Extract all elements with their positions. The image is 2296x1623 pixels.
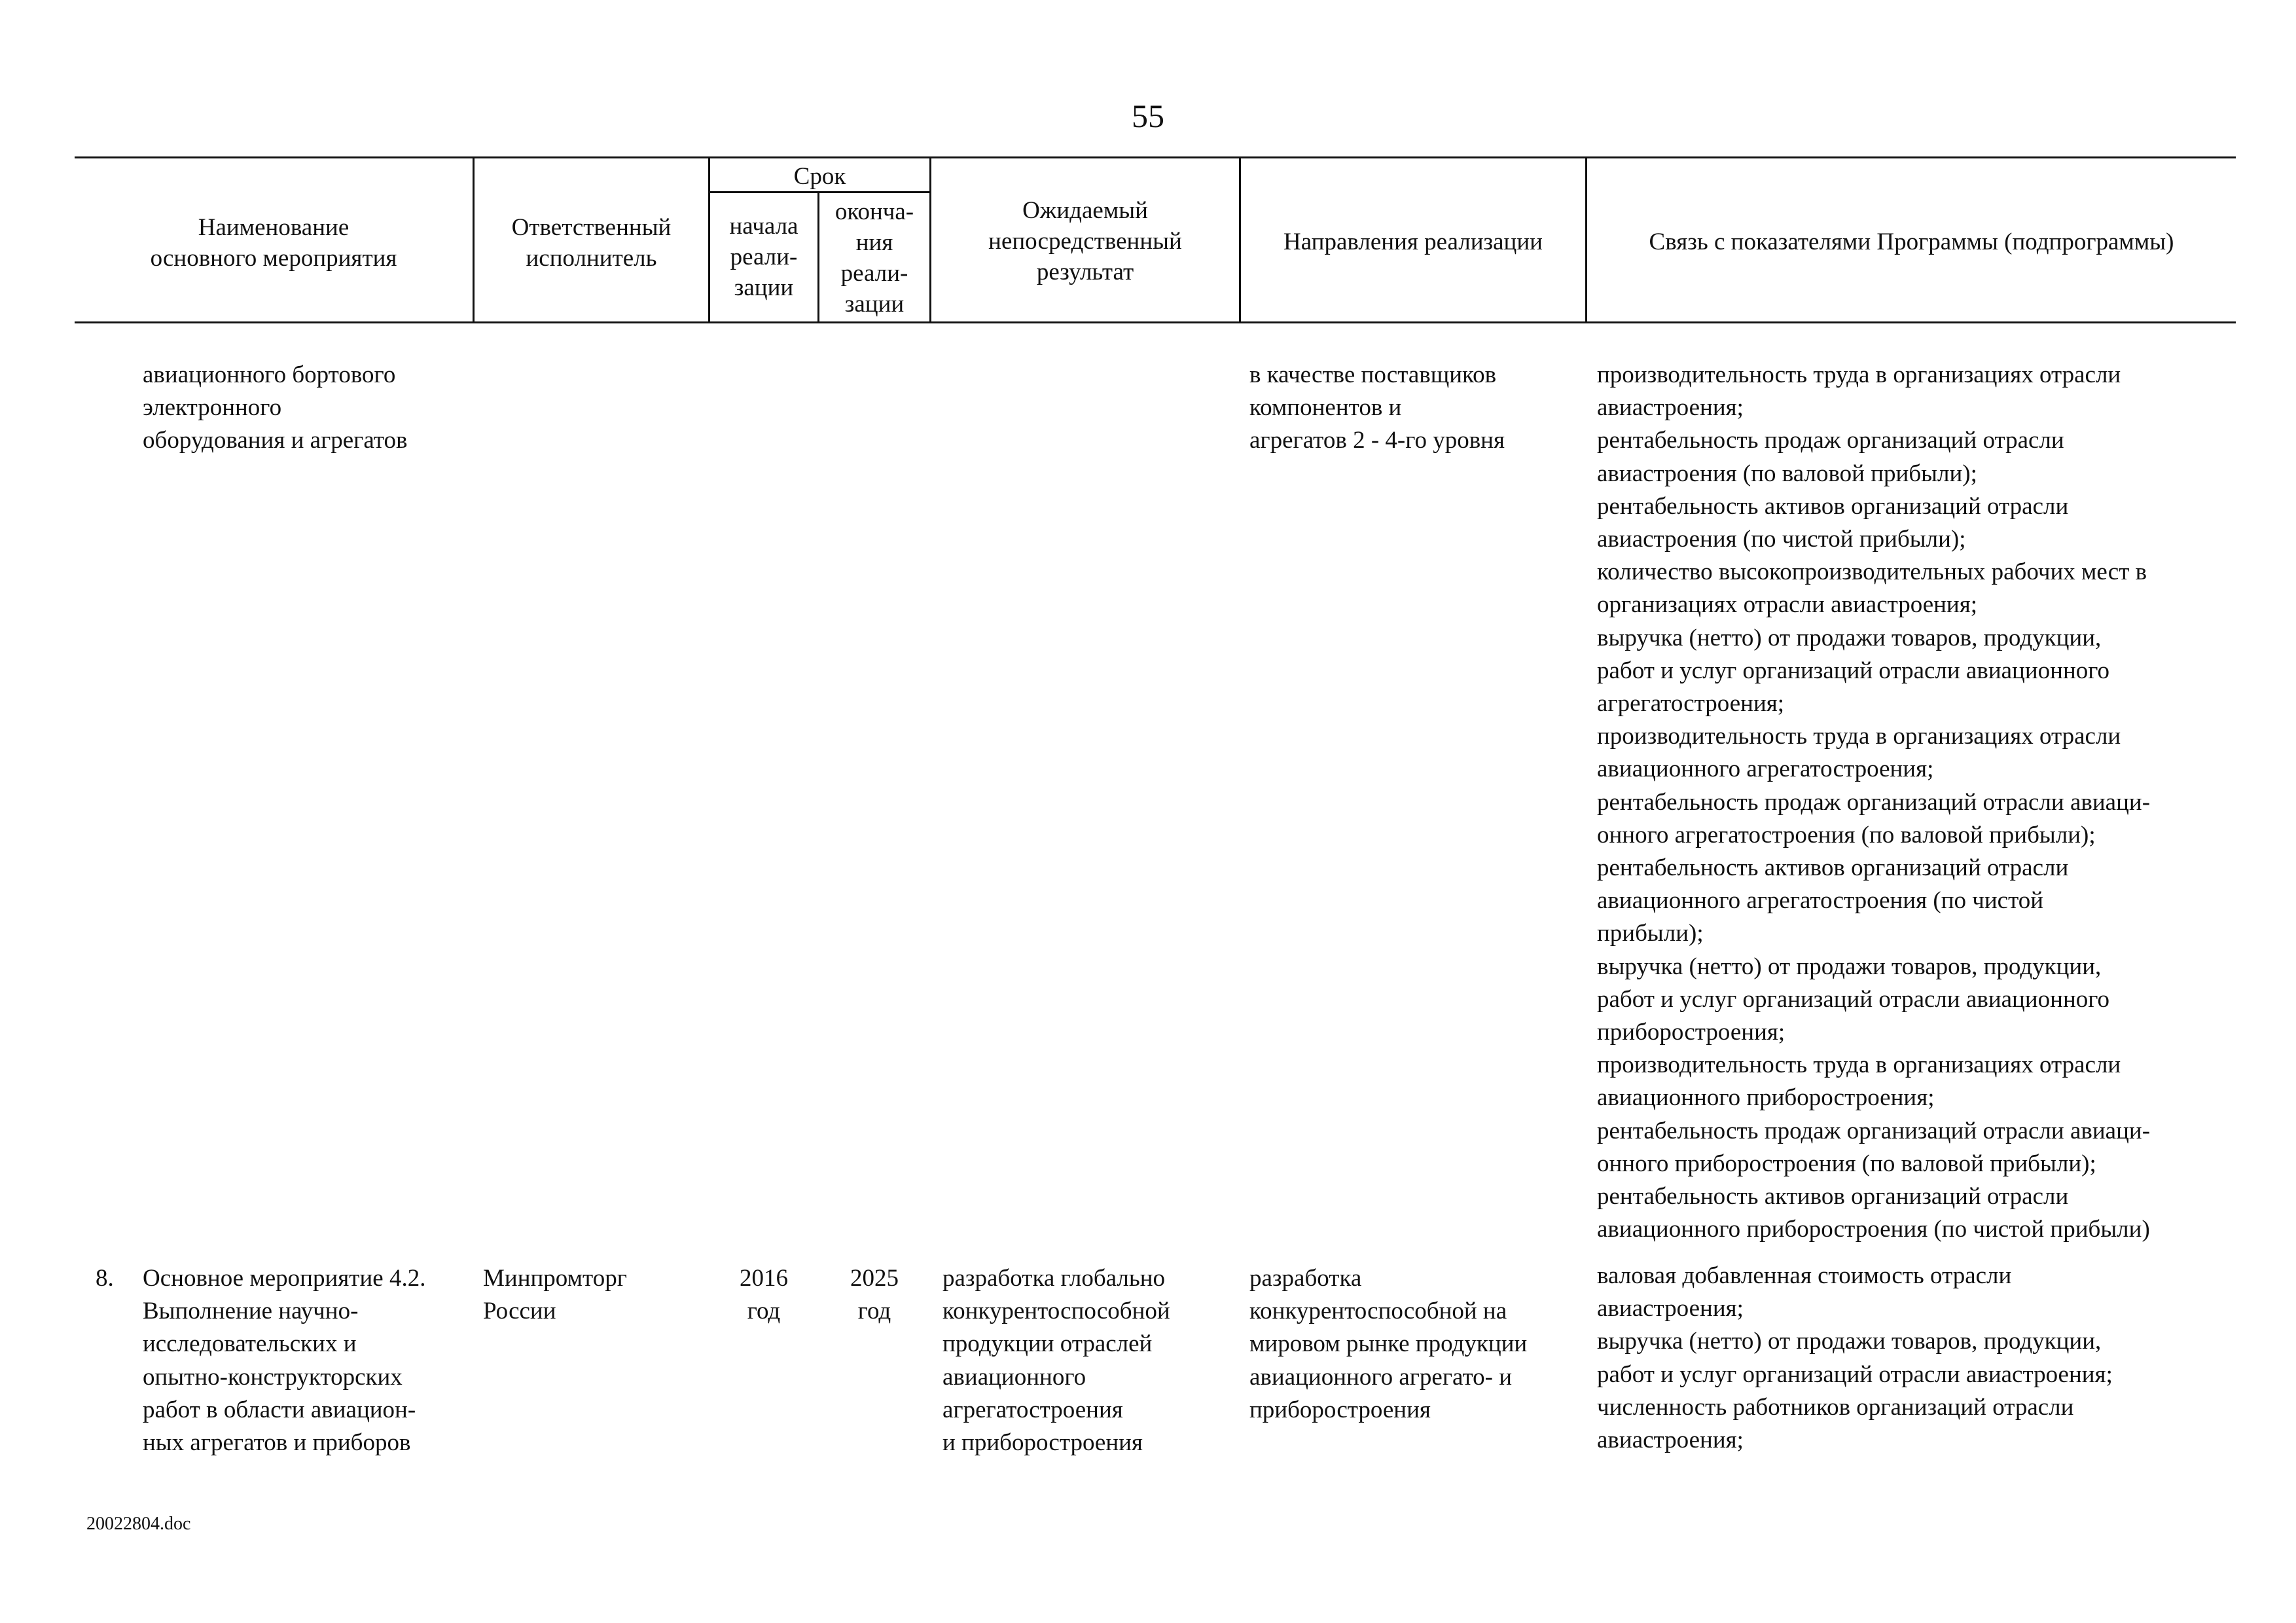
header-name: Наименование основного мероприятия bbox=[150, 214, 397, 272]
table-top-border bbox=[75, 156, 2236, 158]
header-start: начала реали- зации bbox=[729, 213, 798, 301]
row-8-executor: Минпромторг России bbox=[483, 1265, 627, 1325]
page-number: 55 bbox=[1132, 98, 1164, 134]
header-end: оконча- ния реали- зации bbox=[834, 198, 914, 318]
row-1-indicators: производительность труда в организациях отрасли авиастроения; рентабельность продаж организаций отрасли авиастроения (по валовой прибыли); рентабельность активов организаций отрасли авиастроения (по чистой прибыли); количество высокопроизводительных рабочих мест в организациях отрасли авиастроения; выручка (нетто) от продажи товаров, продукции, работ и услуг организаций отрасли авиационного агрегатостроения; производительность труда в организациях отрасли авиационного агрегатостроения; рентабельность продаж организаций отрасли авиаци- онного агрегатостроения (по валовой прибыли); рентабельность активов организаций отрасли авиационного агрегатостроения (по чистой прибыли); выручка (нетто) от продажи товаров, продукции, работ и услуг организаций отрасли авиационного приборостроения; производительность труда в организациях отрасли авиационного приборостроения; рентабельность продаж организаций отрасли авиаци- онного приборостроения (по валовой прибыли); рентабельность активов организаций отрасли авиационного приборостроения (по чистой прибыли) bbox=[1597, 361, 2151, 1243]
row-1-name: авиационного бортового электронного оборудования и агрегатов bbox=[143, 361, 408, 454]
row-8-end: 2025 год bbox=[850, 1265, 899, 1325]
file-name-footer: 20022804.doc bbox=[86, 1514, 191, 1534]
row-8-start: 2016 год bbox=[740, 1265, 788, 1325]
header-result: Ожидаемый непосредственный результат bbox=[988, 197, 1182, 285]
header-directions: Направления реализации bbox=[1283, 228, 1543, 255]
row-8-number: 8. bbox=[96, 1265, 114, 1292]
header-bottom-border bbox=[75, 321, 2236, 323]
header-indicators: Связь с показателями Программы (подпрограммы) bbox=[1649, 228, 2174, 255]
row-8-name: Основное мероприятие 4.2. Выполнение научно- исследовательских и опытно-конструкторских работ в области авиацион- ных агрегатов и приборов bbox=[143, 1265, 426, 1457]
row-1-directions: в качестве поставщиков компонентов и агрегатов 2 - 4-го уровня bbox=[1249, 361, 1505, 454]
row-8-result: разработка глобально конкурентоспособной продукции отраслей авиационного агрегатостроения и приборостроения bbox=[942, 1265, 1170, 1457]
row-8-directions: разработка конкурентоспособной на мировом рынке продукции авиационного агрегато- и приборостроения bbox=[1249, 1265, 1528, 1423]
row-8-indicators: валовая добавленная стоимость отрасли авиастроения; выручка (нетто) от продажи товаров, продукции, работ и услуг организаций отрасли авиастроения; численность работников организаций отрасли авиастроения; bbox=[1597, 1262, 2113, 1454]
header-term: Срок bbox=[793, 163, 846, 190]
header-executor: Ответственный исполнитель bbox=[511, 214, 672, 272]
